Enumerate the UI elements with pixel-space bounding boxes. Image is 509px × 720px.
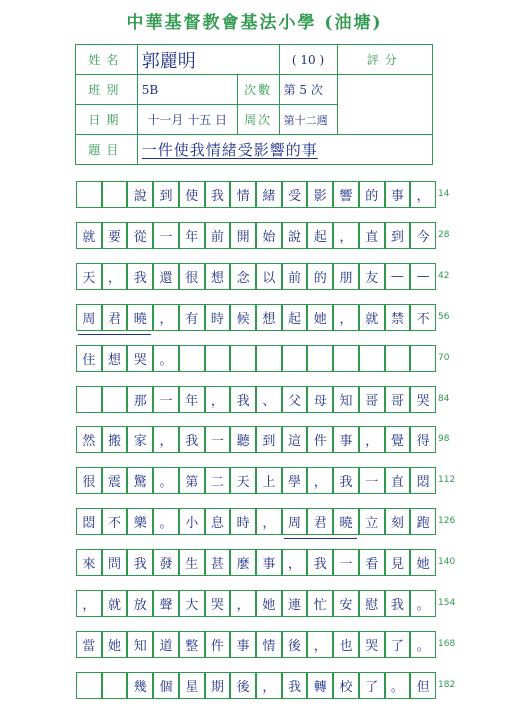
grid-cell: 學	[282, 467, 308, 494]
grid-cell: —	[385, 263, 411, 290]
grid-cell: 哭	[359, 631, 385, 658]
grid-cell: 她	[410, 549, 436, 576]
grid-cell: 幾	[127, 672, 153, 699]
grid-cell	[102, 181, 128, 208]
grid-cell: 小	[179, 508, 205, 535]
grid-cell: 來	[76, 549, 102, 576]
grid-cell: 轉	[307, 672, 333, 699]
grid-cell: 件	[205, 631, 231, 658]
grid-cell: 她	[102, 631, 128, 658]
grid-cell: 念	[230, 263, 256, 290]
grid-cell: 從	[127, 222, 153, 249]
grid-cell: 哭	[205, 590, 231, 617]
proper-noun-underline	[78, 334, 151, 335]
grid-cell: 君	[307, 508, 333, 535]
grid-cell: 悶	[410, 467, 436, 494]
grid-cell: 說	[127, 181, 153, 208]
grid-cell: 二	[205, 467, 231, 494]
grid-cell: 。	[153, 345, 179, 372]
grid-cell: 很	[76, 467, 102, 494]
grid-cell	[76, 181, 102, 208]
grid-cell: 她	[256, 590, 282, 617]
char-count: 70	[438, 352, 450, 363]
grid-cell: 一	[153, 386, 179, 413]
date-value: 十一月 十五 日	[147, 113, 228, 127]
week-label: 周次	[237, 105, 279, 135]
grid-cell: 大	[179, 590, 205, 617]
grid-cell: ，	[256, 672, 282, 699]
grid-cell: ，	[153, 304, 179, 331]
grid-cell: 我	[333, 467, 359, 494]
grid-cell: 前	[282, 263, 308, 290]
grid-cell: 影	[307, 181, 333, 208]
grid-cell: ，	[256, 508, 282, 535]
school-title: 中華基督教會基法小學 (油塘)	[126, 13, 383, 33]
grid-cell: 我	[385, 590, 411, 617]
char-count: 182	[438, 679, 456, 690]
grid-cell: 的	[307, 263, 333, 290]
grid-cell: 忙	[307, 590, 333, 617]
grid-cell: 想	[102, 345, 128, 372]
grid-row	[76, 426, 450, 453]
grid-cell: 還	[153, 263, 179, 290]
topic-cell	[137, 135, 432, 165]
grid-cell: 第	[179, 467, 205, 494]
grid-cell	[359, 345, 385, 372]
grid-cell: 朋	[333, 263, 359, 290]
grid-cell: 事	[333, 426, 359, 453]
grid-cell: 周	[282, 508, 308, 535]
grid-cell: 道	[153, 631, 179, 658]
grid-cell: 我	[282, 672, 308, 699]
topic-value: 一件使我情緒受影響的事	[141, 141, 318, 159]
grid-cell: 情	[256, 631, 282, 658]
grid-cell: 但	[410, 672, 436, 699]
grid-cell	[256, 345, 282, 372]
grid-cell: 立	[359, 508, 385, 535]
grid-row	[76, 222, 450, 249]
grid-cell: 校	[333, 672, 359, 699]
grid-cell: 發	[153, 549, 179, 576]
grid-cell: ，	[333, 304, 359, 331]
grid-cell: ，	[76, 590, 102, 617]
grid-cell: 時	[230, 508, 256, 535]
grid-cell: 期	[205, 672, 231, 699]
grid-cell: 父	[282, 386, 308, 413]
grid-cell: 見	[385, 549, 411, 576]
grid-row	[76, 345, 450, 372]
grid-cell: 。	[385, 672, 411, 699]
grid-cell: ，	[410, 181, 436, 208]
class-number: ( 10 )	[291, 52, 325, 67]
grid-cell: 看	[359, 549, 385, 576]
grid-cell: 不	[102, 508, 128, 535]
grid-cell: 君	[102, 304, 128, 331]
grid-cell: 曉	[127, 304, 153, 331]
char-count: 140	[438, 557, 456, 568]
grid-cell: 有	[179, 304, 205, 331]
grid-cell: 星	[179, 672, 205, 699]
char-count: 154	[438, 598, 456, 608]
grid-cell: ，	[359, 426, 385, 453]
grid-cell: 直	[385, 467, 411, 494]
grid-cell: 了	[385, 631, 411, 658]
name-cell	[137, 45, 279, 75]
grid-row	[76, 263, 450, 290]
grid-cell: ，	[333, 222, 359, 249]
week-value: 第十二週	[283, 113, 328, 127]
grid-cell: 一	[205, 426, 231, 453]
times-value: 第 5 次	[283, 83, 323, 97]
date-cell	[137, 105, 237, 135]
grid-cell: 緒	[256, 181, 282, 208]
grid-cell: ，	[153, 426, 179, 453]
grid-cell: 候	[230, 304, 256, 331]
grid-cell: 問	[102, 549, 128, 576]
grid-cell: 。	[153, 508, 179, 535]
grid-row	[76, 590, 456, 617]
week-cell	[279, 105, 337, 135]
grid-cell: ，	[230, 590, 256, 617]
grid-cell: 到	[385, 222, 411, 249]
grid-cell: 生	[179, 549, 205, 576]
grid-cell: ，	[102, 263, 128, 290]
grid-cell: 件	[307, 426, 333, 453]
grid-cell: 的	[359, 181, 385, 208]
grid-cell: —	[410, 263, 436, 290]
char-count: 56	[438, 311, 450, 322]
grid-cell: 就	[359, 304, 385, 331]
grid-cell: 搬	[102, 426, 128, 453]
grid-cell: 天	[230, 467, 256, 494]
char-count: 98	[438, 434, 450, 445]
grid-cell	[333, 345, 359, 372]
grid-cell: 聲	[153, 590, 179, 617]
grid-cell: 起	[282, 304, 308, 331]
grid-cell: 直	[359, 222, 385, 249]
char-count: 28	[438, 229, 450, 240]
grid-cell: 我	[205, 181, 231, 208]
grid-cell: 前	[205, 222, 231, 249]
grid-cell: 我	[127, 549, 153, 576]
grid-cell	[205, 345, 231, 372]
grid-cell: 個	[153, 672, 179, 699]
grid-cell: 就	[76, 222, 102, 249]
grid-cell: 上	[256, 467, 282, 494]
grid-cell: 哭	[127, 345, 153, 372]
grid-cell: 周	[76, 304, 102, 331]
grid-cell: 驚	[127, 467, 153, 494]
grid-cell: ，	[282, 549, 308, 576]
grid-cell: 時	[205, 304, 231, 331]
grid-cell: 得	[410, 426, 436, 453]
grid-cell: 友	[359, 263, 385, 290]
info-table	[75, 44, 433, 165]
score-box	[337, 75, 432, 135]
grid-cell	[230, 345, 256, 372]
grid-cell	[179, 345, 205, 372]
grid-cell: 、	[256, 386, 282, 413]
grid-cell: 那	[127, 386, 153, 413]
grid-cell: 哭	[410, 386, 436, 413]
grid-cell: 當	[76, 631, 102, 658]
grid-cell: 年	[179, 386, 205, 413]
grid-cell: 知	[127, 631, 153, 658]
grid-row	[76, 467, 456, 494]
grid-cell: 然	[76, 426, 102, 453]
grid-cell: 她	[307, 304, 333, 331]
class-number-cell	[279, 45, 337, 75]
grid-cell: 就	[102, 590, 128, 617]
grid-cell: 我	[127, 263, 153, 290]
grid-row	[76, 304, 450, 331]
grid-cell: 要	[102, 222, 128, 249]
grid-cell: 息	[205, 508, 231, 535]
class-value: 5B	[141, 82, 159, 97]
grid-cell: ，	[205, 386, 231, 413]
grid-cell: 我	[307, 549, 333, 576]
grid-cell: 母	[307, 386, 333, 413]
class-cell	[137, 75, 237, 105]
grid-cell: 很	[179, 263, 205, 290]
grid-cell: 事	[385, 181, 411, 208]
char-count: 168	[438, 638, 456, 649]
grid-cell: 住	[76, 345, 102, 372]
grid-cell: 也	[333, 631, 359, 658]
grid-cell: 一	[153, 222, 179, 249]
grid-row	[76, 549, 456, 576]
grid-row	[76, 386, 450, 413]
times-cell	[279, 75, 337, 105]
grid-row	[76, 181, 450, 208]
grid-cell	[76, 386, 102, 413]
grid-cell	[307, 345, 333, 372]
grid-cell	[410, 345, 436, 372]
grid-cell: 響	[333, 181, 359, 208]
grid-cell: 天	[76, 263, 102, 290]
grid-cell: 不	[410, 304, 436, 331]
grid-cell	[76, 672, 102, 699]
grid-cell: 悶	[76, 508, 102, 535]
grid-cell: ，	[307, 631, 333, 658]
grid-cell: 麼	[230, 549, 256, 576]
grid-cell: 禁	[385, 304, 411, 331]
grid-cell: 刻	[385, 508, 411, 535]
grid-row	[76, 672, 456, 699]
grid-cell: 一	[359, 467, 385, 494]
char-count: 84	[438, 393, 450, 404]
grid-cell: 哥	[359, 386, 385, 413]
grid-cell: 年	[179, 222, 205, 249]
grid-cell: 甚	[205, 549, 231, 576]
grid-cell: 樂	[127, 508, 153, 535]
grid-cell: 。	[410, 631, 436, 658]
name-label: 姓名	[76, 45, 138, 75]
grid-cell: 受	[282, 181, 308, 208]
char-count: 126	[438, 516, 456, 527]
grid-cell	[102, 672, 128, 699]
grid-cell: 曉	[333, 508, 359, 535]
grid-cell	[102, 386, 128, 413]
grid-cell: 事	[230, 631, 256, 658]
grid-cell: 後	[230, 672, 256, 699]
grid-cell: 這	[282, 426, 308, 453]
grid-cell: 安	[333, 590, 359, 617]
grid-cell: 聽	[230, 426, 256, 453]
student-name: 郭麗明	[141, 50, 196, 72]
char-count: 14	[438, 189, 450, 199]
grid-cell	[385, 345, 411, 372]
grid-row	[76, 631, 456, 658]
score-label: 評分	[337, 45, 432, 75]
grid-cell	[282, 345, 308, 372]
grid-cell: 覺	[385, 426, 411, 453]
grid-cell: 事	[256, 549, 282, 576]
times-label: 次數	[237, 75, 279, 105]
char-count: 42	[438, 270, 450, 281]
grid-cell: 以	[256, 263, 282, 290]
grid-cell: 後	[282, 631, 308, 658]
grid-cell: 起	[307, 222, 333, 249]
grid-cell: 說	[282, 222, 308, 249]
grid-cell: 我	[230, 386, 256, 413]
grid-cell: 知	[333, 386, 359, 413]
grid-cell: ，	[307, 467, 333, 494]
grid-cell: 了	[359, 672, 385, 699]
grid-cell: 使	[179, 181, 205, 208]
grid-cell: 始	[256, 222, 282, 249]
topic-label: 題目	[76, 135, 138, 165]
grid-cell: 一	[333, 549, 359, 576]
grid-cell: 哥	[385, 386, 411, 413]
grid-cell: 想	[205, 263, 231, 290]
grid-cell: 。	[153, 467, 179, 494]
grid-cell: 今	[410, 222, 436, 249]
proper-noun-underline	[284, 538, 357, 539]
grid-cell: 震	[102, 467, 128, 494]
char-count: 112	[438, 475, 456, 486]
grid-cell: 我	[179, 426, 205, 453]
class-label: 班別	[76, 75, 138, 105]
grid-cell: 整	[179, 631, 205, 658]
grid-cell: 。	[410, 590, 436, 617]
grid-cell: 家	[127, 426, 153, 453]
grid-cell: 慰	[359, 590, 385, 617]
grid-cell: 開	[230, 222, 256, 249]
grid-cell: 放	[127, 590, 153, 617]
grid-cell: 到	[153, 181, 179, 208]
grid-cell: 連	[282, 590, 308, 617]
grid-row	[76, 508, 456, 535]
grid-cell: 到	[256, 426, 282, 453]
grid-cell: 情	[230, 181, 256, 208]
date-label: 日期	[76, 105, 138, 135]
grid-cell: 跑	[410, 508, 436, 535]
grid-cell: 想	[256, 304, 282, 331]
